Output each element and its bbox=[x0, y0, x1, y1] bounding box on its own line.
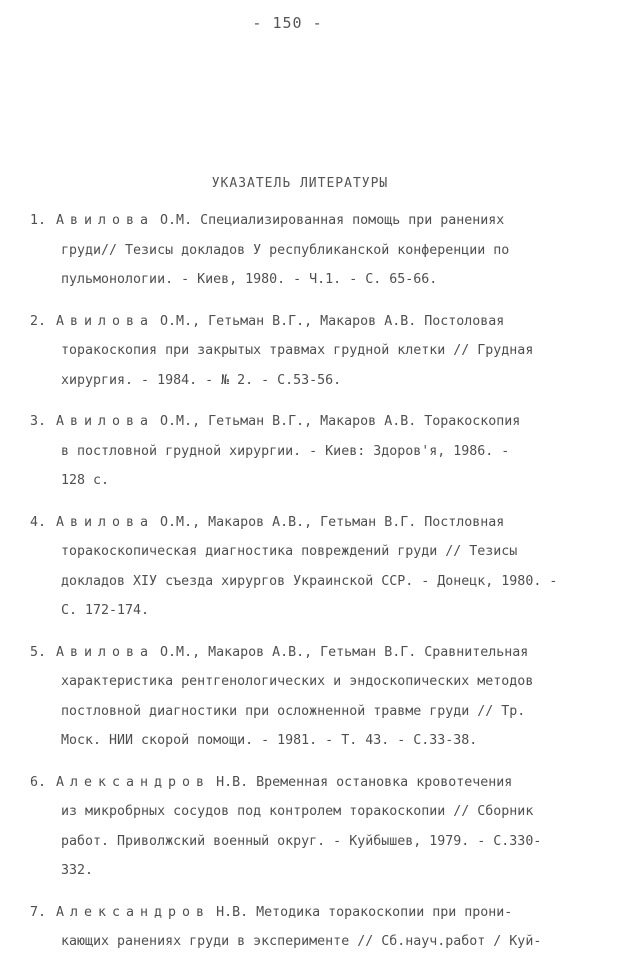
reference-author: Александров bbox=[56, 904, 211, 920]
reference-first-line bbox=[30, 407, 610, 437]
reference-number: 2. bbox=[30, 313, 47, 329]
reference-entry bbox=[30, 206, 610, 295]
reference-first-line bbox=[30, 206, 610, 236]
reference-continuation-line: пульмонологии. - Киев, 1980. - Ч.1. - С. 65-66. bbox=[61, 272, 438, 287]
reference-first-line bbox=[30, 307, 610, 337]
reference-number: 4. bbox=[30, 514, 47, 530]
reference-continuation-line: хирургия. - 1984. - № 2. - С.53-56. bbox=[61, 372, 342, 388]
reference-author: Авилова bbox=[56, 514, 155, 530]
reference-text: О.М., Гетьман В.Г., Макаров А.В. Постоловая bbox=[160, 313, 505, 329]
reference-entry bbox=[30, 307, 610, 396]
reference-author: Александров bbox=[56, 774, 211, 790]
reference-entry bbox=[30, 768, 610, 886]
reference-continuation-line: С. 172-174. bbox=[61, 603, 150, 618]
reference-continuation-line: из микробрных сосудов под контролем торакоскопии // Сборник bbox=[61, 804, 534, 819]
reference-author: Авилова bbox=[56, 644, 155, 660]
reference-list bbox=[30, 206, 610, 969]
reference-text: О.М., Гетьман В.Г., Макаров А.В. Торакоскопия bbox=[160, 414, 521, 429]
reference-text: Н.В. Методика торакоскопии при прони- bbox=[216, 904, 513, 920]
reference-number: 6. bbox=[30, 774, 47, 790]
reference-number: 7. bbox=[30, 904, 47, 920]
reference-number: 5. bbox=[30, 644, 47, 660]
reference-continuation-line: груди// Тезисы докладов У республиканской конференции по bbox=[61, 242, 510, 258]
reference-entry bbox=[30, 407, 610, 496]
reference-text: О.М., Макаров А.В., Гетьман В.Г. Сравнительная bbox=[160, 644, 529, 660]
reference-author: Авилова bbox=[56, 313, 155, 329]
reference-entry bbox=[30, 898, 610, 957]
reference-continuation-line: характеристика рентгенологических и эндоскопических методов bbox=[61, 674, 534, 689]
reference-author: Авилова bbox=[56, 414, 155, 429]
reference-continuation-line: 332. bbox=[61, 863, 94, 878]
reference-author: Авилова bbox=[56, 213, 155, 228]
reference-first-line bbox=[30, 898, 610, 928]
reference-continuation-line: торакоскопическая диагностика повреждений груди // Тезисы bbox=[61, 544, 518, 559]
reference-continuation-line: постловной диагностики при осложненной травме груди // Тр. bbox=[61, 703, 526, 719]
reference-number: 1. bbox=[30, 213, 47, 228]
reference-text: О.М., Макаров А.В., Гетьман В.Г. Постловная bbox=[160, 514, 505, 530]
reference-number: 3. bbox=[30, 414, 47, 429]
reference-continuation-line: в постловной грудной хирургии. - Киев: Здоров'я, 1986. - bbox=[61, 443, 510, 459]
reference-entry bbox=[30, 508, 610, 626]
reference-continuation-line: Моск. НИИ скорой помощи. - 1981. - Т. 43. - С.33-38. bbox=[61, 733, 478, 748]
reference-entry bbox=[30, 638, 610, 756]
reference-text: О.М. Специализированная помощь при ранениях bbox=[160, 213, 505, 228]
reference-first-line bbox=[30, 768, 610, 798]
reference-continuation-line: докладов XIУ съезда хирургов Украинской ССР. - Донецк, 1980. - bbox=[61, 573, 558, 589]
page-number: - 150 - bbox=[252, 14, 323, 32]
reference-continuation-line: 128 с. bbox=[61, 473, 110, 488]
reference-first-line bbox=[30, 638, 610, 668]
reference-text: Н.В. Временная остановка кровотечения bbox=[216, 774, 513, 790]
reference-continuation-line: торакоскопия при закрытых травмах грудной клетки // Грудная bbox=[61, 343, 534, 358]
bibliography-heading: УКАЗАТЕЛЬ ЛИТЕРАТУРЫ bbox=[211, 176, 389, 191]
reference-continuation-line: работ. Приволжский военный округ. - Куйбышев, 1979. - С.330- bbox=[61, 833, 542, 849]
reference-first-line bbox=[30, 508, 610, 538]
reference-continuation-line: кающих ранениях груди в эксперименте // Сб.науч.работ / Куй- bbox=[61, 934, 542, 949]
